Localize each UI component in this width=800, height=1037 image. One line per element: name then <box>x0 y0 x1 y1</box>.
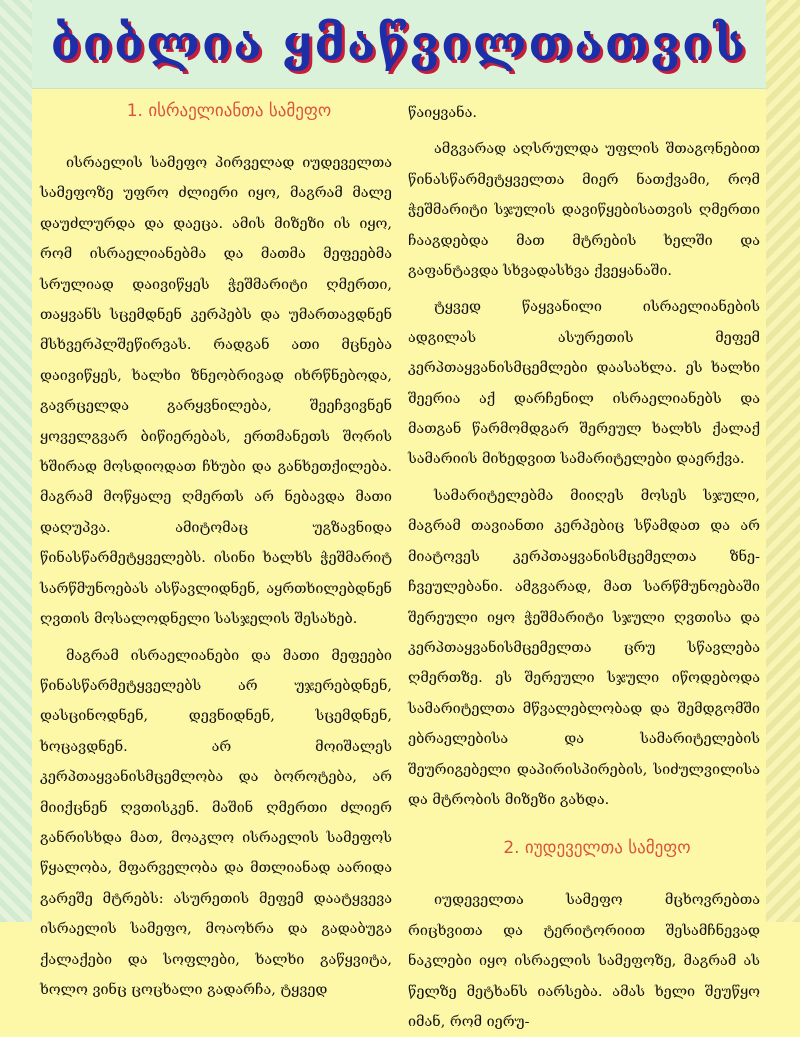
section-title-judah: 2. იუდეველთა სამეფო <box>503 838 691 859</box>
paragraph: სამარიტელებმა მიიღეს მოსეს სჯული, მაგრამ თავიანთი კერპებიც სწამდათ და არ მიატოვეს კერპთაყვანისმცემელთა ზნე-ჩვეულებანი. ამგვარად, მათ სარწმუნოებაში შერეული იყო ჭეშმარიტი სჯული ღვთისა და კერპთაყვანისმცემელთა ცრუ სწავლება ღმერთზე. ეს შერეული სჯული იწოდებოდა სამარიტელთა მწვალებლობად და შემდგომში ებრაელებისა და სამარიტელების შეურიგებელი დაპირისპირების, სიძულვილისა და მტრობის მიზეზი გახდა. <box>408 487 760 808</box>
paragraph: მაგრამ ისრაელიანები და მათი მეფეები წინასწარმეტყველებს არ უჯერებდნენ, დასცინოდნენ, დევნიდნენ, სცემდნენ, ხოცავდნენ. არ მოიშალეს კერპთაყვანისმცემლობა და ბოროტება, არ მიიქცნენ ღვთისკენ. მაშინ ღმერთი ძლიერ განრისხდა მათ, მოაკლო ისრაელის სამეფოს წყალობა, მფარველობა და მთლიანად აარიდა გარეშე მტრებს: ასურეთის მეფემ დაატყვევა ისრაელის სამეფო, მოაოხრა და გადაბუგა ქალაქები და სოფლები, ხალხი გაწყვიტა, ხოლო ვინც ცოცხალი გადარჩა, ტყვედ <box>40 647 392 998</box>
paragraph-continuation: წაიყვანა. <box>408 105 477 121</box>
section-title-israel: 1. ისრაელიანთა სამეფო <box>126 101 332 121</box>
paragraph: ტყვედ წაყვანილი ისრაელიანების ადგილას ასურეთის მეფემ კერპთაყვანისმცემლები დაასახლა. ეს ხალხი შეერია აქ დარჩენილ ისრაელიანებს და მათგან წარმომდგარ შერეულ ხალხს ქალაქ სამარიის მიხედვით სამარიტელები დაერქვა. <box>408 299 760 468</box>
page-header <box>32 0 766 89</box>
decorative-border-left <box>0 0 32 922</box>
page-title: ბიბლია ყმაწვილთათვის <box>50 16 748 72</box>
left-column <box>40 96 392 1005</box>
paragraph: იუდეველთა სამეფო მცხოვრებთა რიცხვითა და ტერიტორიით შესამჩნევად ნაკლები იყო ისრაელის სამეფოზე, მაგრამ ას წელზე მეტხანს იარსება. ამას ხელი შეუწყო იმან, რომ იერუ- <box>408 892 760 1030</box>
decorative-border-right <box>766 0 800 922</box>
paragraph: ისრაელის სამეფო პირველად იუდეველთა სამეფოზე უფრო ძლიერი იყო, მაგრამ მალე დაუძლურდა და დაეცა. ამის მიზეზი ის იყო, რომ ისრაელიანებმა და მათმა მეფეებმა სრულიად დაივიწყეს ჭეშმარიტი ღმერთი, თაყვანს სცემდნენ კერპებს და უმართავდნენ მსხვერპლშეწირვას. რადგან ათი მცნება დაივიწყეს, ხალხი ზნეობრივად იხრწნებოდა, გავრცელდა გარყვნილება, შეეჩვივნენ ყოველგვარ ბიწიერებას, ერთმანეთს შორის ხშირად მოსდიოდათ ჩხუბი და განხეთქილება. მაგრამ მოწყალე ღმერთს არ ნებავდა მათი დაღუპვა. ამიტომაც უგზავნიდა წინასწარმეტყველებს. ისინი ხალხს ჭეშმარიტ სარწმუნოებას ასწავლიდნენ, აყრთხილებდნენ ღვთის მოსალოდნელი სასჯელის შესახებ. <box>40 155 392 628</box>
right-column <box>408 98 760 1037</box>
paragraph: ამგვარად აღსრულდა უფლის შთაგონებით წინასწარმეტყველთა მიერ ნათქვამი, რომ ჭეშმარიტი სჯულის დავიწყებისათვის ღმერთი ჩააგდებდა მათ მტრების ხელში და გაფანტავდა სხვადასხვა ქვეყანაში. <box>408 141 760 280</box>
